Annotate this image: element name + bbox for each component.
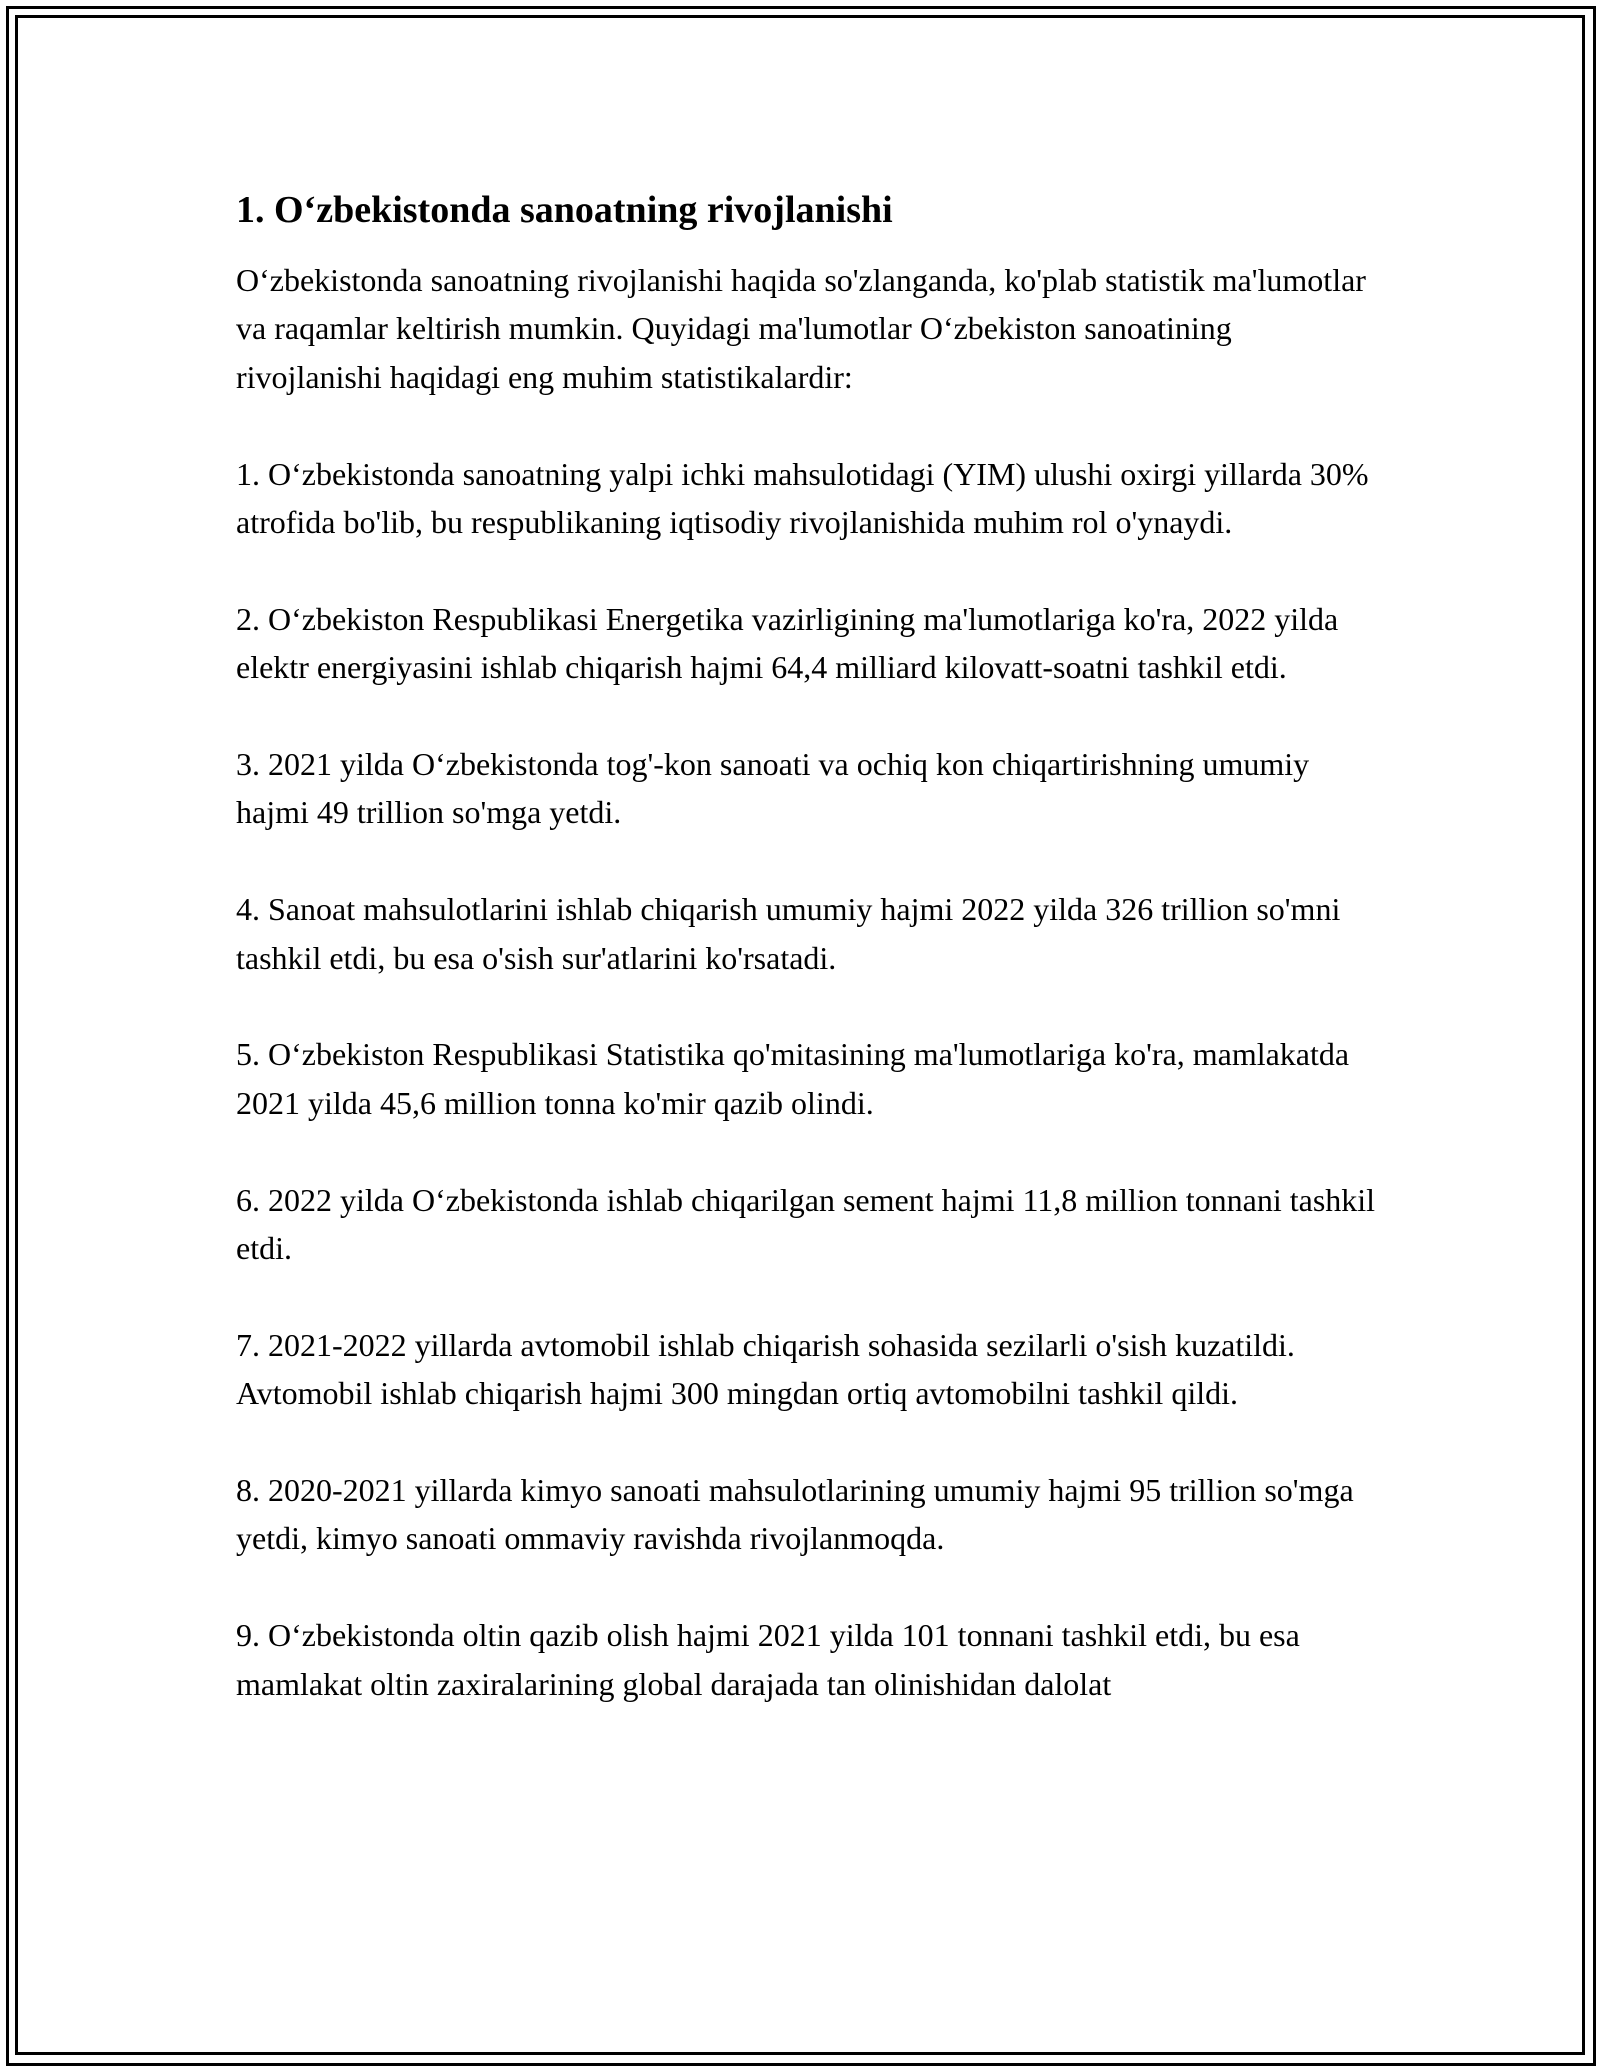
section-heading: 1. O‘zbekistonda sanoatning rivojlanishi bbox=[236, 189, 893, 231]
document-body bbox=[236, 186, 1376, 1756]
list-item-3: 3. 2021 yilda O‘zbekistonda tog'-kon sanoati va ochiq kon chiqartirishning umumiy hajmi 49 trillion so'mga yetdi. bbox=[236, 746, 1310, 831]
list-item-5: 5. O‘zbekiston Respublikasi Statistika qo'mitasining ma'lumotlariga ko'ra, mamlakatda 2021 yilda 45,6 million tonna ko'mir qazib olindi. bbox=[236, 1036, 1350, 1121]
list-item-8: 8. 2020-2021 yillarda kimyo sanoati mahsulotlarining umumiy hajmi 95 trillion so'mga yetdi, kimyo sanoati ommaviy ravishda rivojlanmoqda. bbox=[236, 1472, 1354, 1557]
list-item-6: 6. 2022 yilda O‘zbekistonda ishlab chiqarilgan sement hajmi 11,8 million tonnani tashkil etdi. bbox=[236, 1181, 1376, 1267]
intro-paragraph: O‘zbekistonda sanoatning rivojlanishi haqida so'zlanganda, ko'plab statistik ma'lumotlar va raqamlar keltirish mumkin. Quyidagi ma'lumotlar O‘zbekiston sanoatining rivojlanishi haqidagi eng muhim statistikalardir: bbox=[236, 262, 1366, 395]
list-item-4: 4. Sanoat mahsulotlarini ishlab chiqarish umumiy hajmi 2022 yilda 326 trillion so'mni tashkil etdi, bu esa o'sish sur'atlarini ko'rsatadi. bbox=[236, 891, 1341, 976]
list-item-2: 2. O‘zbekiston Respublikasi Energetika vazirligining ma'lumotlariga ko'ra, 2022 yilda elektr energiyasini ishlab chiqarish hajmi 64,4 milliard kilovatt-soatni tashkil etdi. bbox=[236, 600, 1339, 686]
list-item-9: 9. O‘zbekistonda oltin qazib olish hajmi 2021 yilda 101 tonnani tashkil etdi, bu esa mamlakat oltin zaxiralarining global darajada tan olinishidan dalolat bbox=[236, 1617, 1300, 1702]
list-item-1: 1. O‘zbekistonda sanoatning yalpi ichki mahsulotidagi (YIM) ulushi oxirgi yillarda 30% atrofida bo'lib, bu respublikaning iqtisodiy rivojlanishida muhim rol o'ynaydi. bbox=[236, 455, 1369, 541]
list-item-7: 7. 2021-2022 yillarda avtomobil ishlab chiqarish sohasida sezilarli o'sish kuzatildi. Avtomobil ishlab chiqarish hajmi 300 mingdan ortiq avtomobilni tashkil qildi. bbox=[236, 1326, 1295, 1412]
